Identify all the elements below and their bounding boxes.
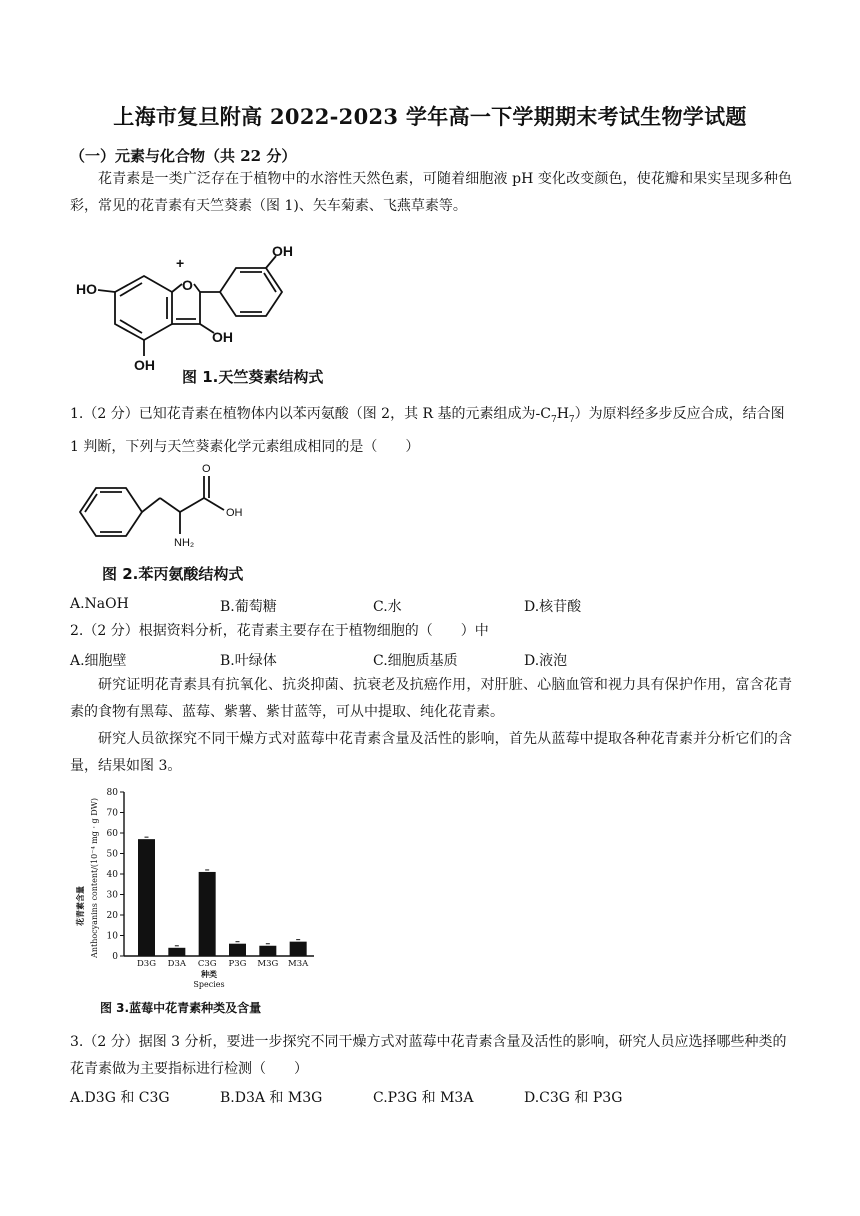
x-tick-label: P3G [228, 959, 247, 969]
option-a[interactable]: A.NaOH [70, 596, 129, 612]
ho-label: HO [76, 281, 97, 297]
figure-3 [72, 786, 332, 1018]
question-1 [70, 401, 792, 461]
y-tick-label: 30 [106, 890, 118, 901]
pelargonidin-structure [72, 240, 352, 390]
x-axis-label-en: Species [193, 980, 225, 989]
x-tick-label: C3G [197, 959, 217, 969]
nh2-label: NH₂ [174, 537, 195, 549]
y-tick-label: 60 [106, 829, 118, 839]
oxygen-label: O [202, 463, 211, 475]
bar-p3g [229, 944, 246, 956]
x-tick-label: M3G [257, 959, 279, 969]
option-d[interactable]: D.核苷酸 [524, 599, 582, 615]
option-c[interactable]: C.P3G 和 M3A [373, 1090, 474, 1106]
figure-2 [72, 462, 272, 587]
research-paragraph: 研究证明花青素具有抗氧化、抗炎抑菌、抗衰老及抗癌作用，对肝脏、心脑血管和视力具有保护作用，富含花青素的食物有黑莓、蓝莓、紫薯、紫甘蓝等，可从中提取、纯化花青素。 [70, 677, 792, 720]
y-tick-label: 40 [106, 870, 118, 880]
y-tick-label: 70 [106, 808, 118, 819]
oh-label: OH [134, 357, 155, 373]
charge-label: + [176, 255, 185, 271]
question-3-options [70, 1087, 792, 1107]
figure-1 [72, 240, 352, 390]
x-axis-label-cn: 种类 [201, 970, 217, 979]
option-a[interactable]: A.D3G 和 C3G [70, 1090, 170, 1106]
oxygen-label: O [182, 277, 193, 293]
y-axis-label-en: Anthocyanins content/(10⁻⁴ mg · g DW) [90, 798, 99, 958]
oh-label: OH [226, 507, 243, 519]
bar-d3a [168, 948, 185, 956]
question-1-text: H [556, 406, 569, 422]
option-d[interactable]: D.C3G 和 P3G [524, 1090, 623, 1106]
y-tick-label: 80 [106, 788, 118, 798]
bar-m3g [259, 946, 276, 956]
question-1-text: ）为原料经多步反应合成，结合图 1 判断，下列与天竺葵素化学元素组成相同的是（ ） [70, 406, 785, 455]
bar-d3g [138, 839, 155, 956]
y-tick-label: 20 [106, 911, 118, 921]
chart-title: 图 3.蓝莓中花青素种类及含量 [100, 1001, 262, 1015]
x-tick-label: M3A [288, 959, 309, 969]
x-tick-label: D3G [136, 959, 157, 969]
question-2-options [70, 650, 792, 670]
option-b[interactable]: B.葡萄糖 [220, 599, 277, 615]
subscript: 7 [550, 414, 557, 425]
question-1-options [70, 596, 792, 616]
question-3: 3.（2 分）据图 3 分析，要进一步探究不同干燥方式对蓝莓中花青素含量及活性的影响，研究人员应选择哪些种类的花青素做为主要指标进行检测（ ） [70, 1034, 787, 1077]
y-tick-label: 0 [112, 952, 118, 962]
option-a[interactable]: A.细胞壁 [70, 653, 127, 669]
anthocyanin-bar-chart [72, 786, 332, 1018]
oh-label: OH [212, 329, 233, 345]
option-c[interactable]: C.水 [373, 599, 402, 615]
figure-2-caption: 图 2.苯丙氨酸结构式 [102, 565, 244, 583]
option-b[interactable]: B.D3A 和 M3G [220, 1090, 323, 1106]
question-1-text: 1.（2 分）已知花青素在植物体内以苯丙氨酸（图 2，其 R 基的元素组成为-C [70, 406, 551, 422]
subscript: 7 [568, 414, 575, 425]
y-tick-label: 50 [106, 849, 118, 860]
bar-c3g [199, 872, 216, 956]
method-paragraph: 研究人员欲探究不同干燥方式对蓝莓中花青素含量及活性的影响，首先从蓝莓中提取各种花青素并分析它们的含量，结果如图 3。 [70, 731, 792, 774]
y-tick-label: 10 [106, 931, 118, 942]
option-d[interactable]: D.液泡 [524, 653, 568, 669]
bar-m3a [290, 942, 307, 956]
oh-label: OH [272, 243, 293, 259]
option-c[interactable]: C.细胞质基质 [373, 653, 458, 669]
intro-paragraph: 花青素是一类广泛存在于植物中的水溶性天然色素，可随着细胞液 pH 变化改变颜色，使花瓣和果实呈现多种色彩，常见的花青素有天竺葵素（图 1)、矢车菊素、飞燕草素等。 [70, 171, 792, 214]
section-heading: （一）元素与化合物（共 22 分） [70, 147, 297, 165]
x-tick-label: D3A [167, 959, 187, 969]
page-title: 上海市复旦附高 2022-2023 学年高一下学期期末考试生物学试题 [113, 104, 747, 129]
y-axis-label-cn: 花青素含量 [76, 886, 85, 926]
figure-1-caption: 图 1.天竺葵素结构式 [182, 368, 324, 386]
phenylalanine-structure [72, 462, 272, 587]
question-2: 2.（2 分）根据资料分析，花青素主要存在于植物细胞的（ ）中 [70, 623, 489, 639]
option-b[interactable]: B.叶绿体 [220, 653, 277, 669]
